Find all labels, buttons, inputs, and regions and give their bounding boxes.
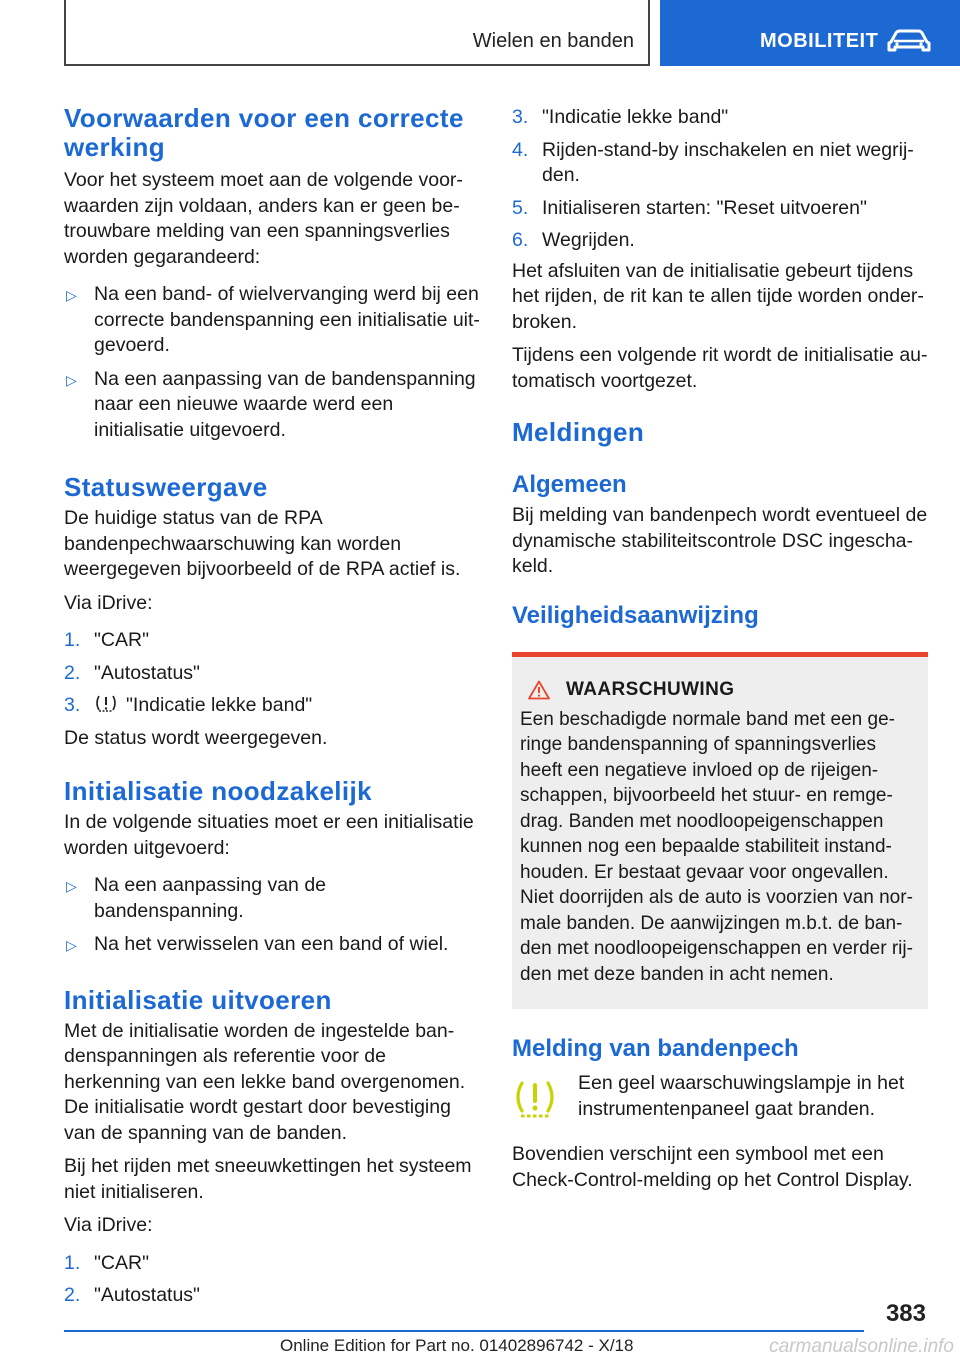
list-item: 5. Initialiseren starten: "Reset uitvoeren" — [512, 196, 867, 219]
warning-title: WAARSCHUWING — [566, 678, 735, 700]
triangle-bullet-icon: ▷ — [66, 287, 77, 303]
watermark: carmanualsonline.info — [769, 1336, 954, 1357]
header-chapter-box — [660, 0, 960, 66]
status-steps — [64, 628, 480, 719]
paragraph-init-needed: In de volgende situaties moet er een initialisatie worden uitgevoerd: — [64, 811, 474, 859]
paragraph-conditions: Voor het systeem moet aan de volgende voorwaarden zijn voldaan, anders kan er geen betrouwbare melding van een spanningsverlies worden gegarandeerd: — [64, 169, 463, 268]
tire-warning-icon — [94, 694, 118, 714]
list-item: 6. Wegrijden. — [512, 229, 635, 251]
left-column — [64, 102, 480, 1316]
heading-messages: Meldingen — [512, 417, 645, 447]
list-item: ▷ Na een band- of wielvervanging werd bij een correcte bandenspanning een initialisatie uitgevoerd. — [66, 283, 480, 356]
list-item: 2. "Autostatus" — [64, 1284, 200, 1306]
heading-general: Algemeen — [512, 471, 627, 498]
list-item: 2. "Autostatus" — [64, 661, 200, 684]
warning-triangle-icon — [528, 680, 550, 700]
heading-safety: Veiligheidsaanwijzing — [512, 601, 759, 629]
list-item: ▷ Na een aanpassing van de bandenspanning naar een nieuwe waarde werd een initialisatie uitgevoerd. — [66, 367, 476, 441]
list-item: 1. "CAR" — [64, 1251, 150, 1274]
tpms-warning-lamp-icon — [512, 1071, 578, 1126]
chapter-title: MOBILITEIT — [760, 30, 879, 52]
paragraph-init-do: Met de initialisatie worden de ingestelde bandenspanningen als referentie voor de herkenning van een lekke band overgenomen. De initialisatie wordt gestart door bevestiging van de spanning van de banden. — [64, 1019, 466, 1144]
flat-message-row — [512, 1071, 928, 1126]
page-number: 383 — [885, 1300, 926, 1327]
paragraph-check-control: Bovendien verschijnt een symbool met een Check-Control-melding op het Control Display. — [512, 1143, 913, 1191]
list-item: ▷ Na een aanpassing van de bandenspanning. — [66, 874, 327, 922]
triangle-bullet-icon: ▷ — [66, 878, 77, 894]
paragraph-status: De huidige status van de RPA bandenpechwaarschuwing kan worden weergegeven bijvoorbeeld of de RPA actief is. — [64, 507, 461, 580]
triangle-bullet-icon: ▷ — [66, 371, 77, 388]
list-item: 4. Rijden-stand-by inschakelen en niet wegrijden. — [512, 138, 914, 186]
paragraph-status-shown: De status wordt weergegeven. — [64, 726, 328, 749]
list-item: 3. "Indicatie lekke band" — [512, 106, 729, 128]
heading-conditions: Voorwaarden voor een correcte werking — [64, 103, 464, 162]
list-item: ▷ Na het verwisselen van een band of wiel. — [64, 932, 480, 958]
init-steps — [64, 1251, 480, 1309]
paragraph-finish: Het afsluiten van de initialisatie gebeurt tijdens het rijden, de rit kan te allen tijde worden onderbroken. — [512, 259, 924, 333]
edition-text: Online Edition for Part no. 01402896742 - X/18 — [280, 1336, 634, 1355]
paragraph-continue: Tijdens een volgende rit wordt de initialisatie automatisch voortgezet. — [512, 344, 928, 392]
section-title: Wielen en banden — [472, 30, 634, 52]
init-needed-list — [64, 873, 480, 958]
warning-text: Een beschadigde normale band met een geringe bandenspanning of spanningsverlies heeft een negatieve invloed op de rijeigenschappen, bijvoorbeeld het stuur- en remgedrag. Banden met noodloopeigenschappen kunnen nog een bepaalde stabiliteit instandhouden. Er bestaat gevaar voor ongevallen. Niet doorrijden als de auto is voorzien van normale banden. De aanwijzingen m.b.t. de banden met noodloopeigenschappen en verder rijden met deze banden in acht nemen. — [520, 708, 913, 985]
paragraph-flat-message: Een geel waarschuwingslampje in het instrumentenpaneel gaat branden. — [578, 1072, 905, 1120]
conditions-list — [64, 282, 480, 443]
heading-init-needed: Initialisatie noodzakelijk — [64, 776, 373, 806]
right-column — [512, 102, 928, 1193]
triangle-bullet-icon: ▷ — [66, 937, 77, 953]
heading-status: Statusweergave — [64, 472, 268, 502]
list-item: 1. "CAR" — [64, 629, 150, 651]
warning-box — [512, 652, 928, 1010]
paragraph-general: Bij melding van bandenpech wordt eventueel de dynamische stabiliteitscontrole DSC ingeschakeld. — [512, 504, 928, 577]
via-idrive-label: Via iDrive: — [64, 591, 153, 614]
heading-flat-message: Melding van bandenpech — [512, 1035, 799, 1062]
footer-divider — [64, 1330, 864, 1332]
list-item: 3. "Indicatie lekke band" — [64, 694, 313, 716]
via-idrive-label: Via iDrive: — [64, 1214, 153, 1236]
init-steps-continued — [512, 105, 928, 254]
header-section-box — [64, 0, 650, 66]
warning-header — [520, 679, 920, 701]
paragraph-snow-chains: Bij het rijden met sneeuwkettingen het systeem niet initialiseren. — [64, 1155, 472, 1203]
heading-init-do: Initialisatie uitvoeren — [64, 984, 332, 1015]
car-icon — [886, 28, 932, 54]
